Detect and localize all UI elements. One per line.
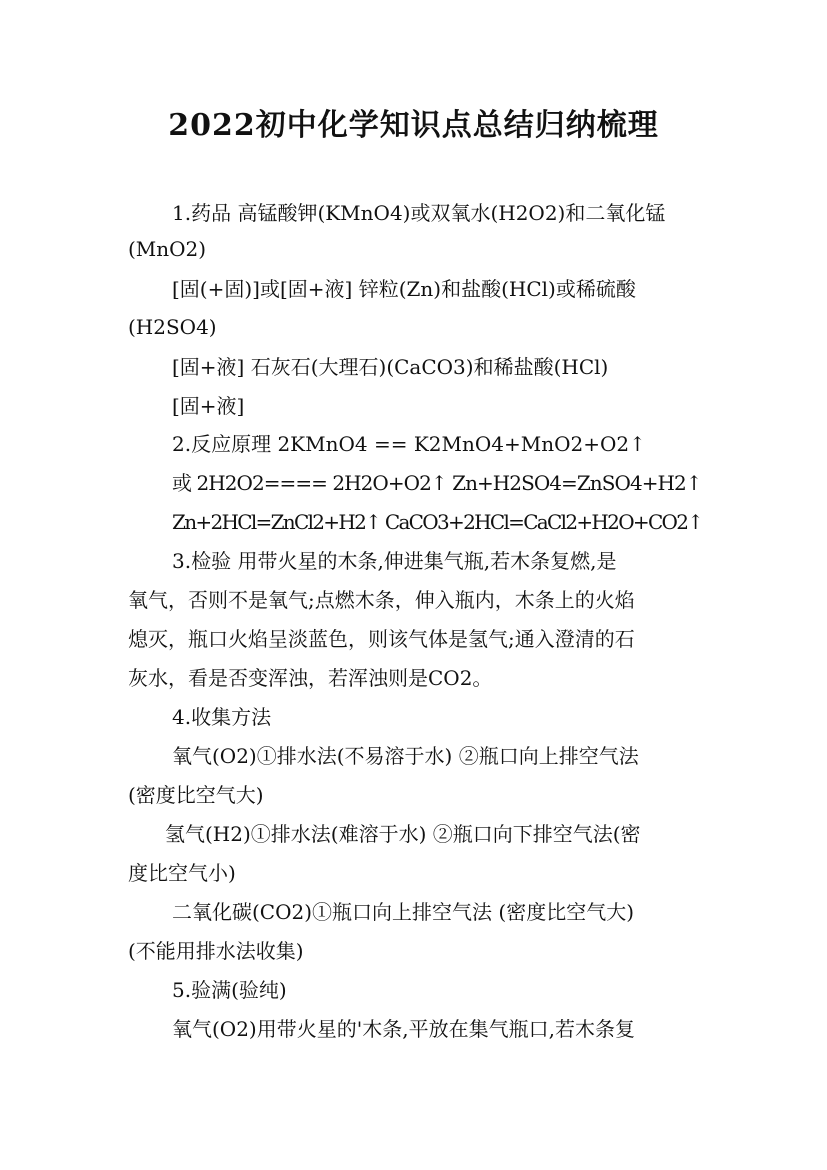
paragraph-line: [固(+固)]或[固+液] 锌粒(Zn)和盐酸(HCl)或稀硫酸 <box>172 277 636 301</box>
paragraph-line: 4.收集方法 <box>172 705 272 729</box>
paragraph-line: 2.反应原理 2KMnO4 == K2MnO4+MnO2+O2↑ <box>172 432 646 456</box>
paragraph-line: Zn+2HCl=ZnCl2+H2↑ CaCO3+2HCl=CaCl2+H2O+CO2↑ <box>172 510 703 534</box>
paragraph-line: (密度比空气大) <box>128 783 264 807</box>
paragraph-line: [固+液] 石灰石(大理石)(CaCO3)和稀盐酸(HCl) <box>172 355 609 379</box>
paragraph-line: 氧气，否则不是氧气;点燃木条，伸入瓶内，木条上的火焰 <box>128 588 635 612</box>
paragraph-line: 或 2H2O2==== 2H2O+O2↑ Zn+H2SO4=ZnSO4+H2↑ <box>172 471 702 495</box>
paragraph-line: 氧气(O2)①排水法(不易溶于水) ②瓶口向上排空气法 <box>172 744 639 768</box>
paragraph-line: 3.检验 用带火星的木条,伸进集气瓶,若木条复燃,是 <box>172 549 617 573</box>
paragraph-line: 1.药品 高锰酸钾(KMnO4)或双氧水(H2O2)和二氧化锰 <box>172 201 666 225</box>
paragraph-line: (H2SO4) <box>128 315 217 339</box>
paragraph-line: 灰水，看是否变浑浊，若浑浊则是CO2。 <box>128 666 493 690</box>
paragraph-line: 二氧化碳(CO2)①瓶口向上排空气法 (密度比空气大) <box>172 900 634 924</box>
paragraph-line: [固+液] <box>172 394 245 418</box>
paragraph-line: 5.验满(验纯) <box>172 978 287 1002</box>
paragraph-line: 氧气(O2)用带火星的'木条,平放在集气瓶口,若木条复 <box>172 1017 635 1041</box>
paragraph-line: (MnO2) <box>128 237 207 261</box>
paragraph-line: 熄灭，瓶口火焰呈淡蓝色，则该气体是氢气;通入澄清的石 <box>128 627 635 651</box>
paragraph-line: 度比空气小) <box>128 861 236 885</box>
paragraph-line: 氢气(H2)①排水法(难溶于水) ②瓶口向下排空气法(密 <box>165 822 641 846</box>
document-title: 2022初中化学知识点总结归纳梳理 <box>168 108 659 143</box>
paragraph-line: (不能用排水法收集) <box>128 939 304 963</box>
